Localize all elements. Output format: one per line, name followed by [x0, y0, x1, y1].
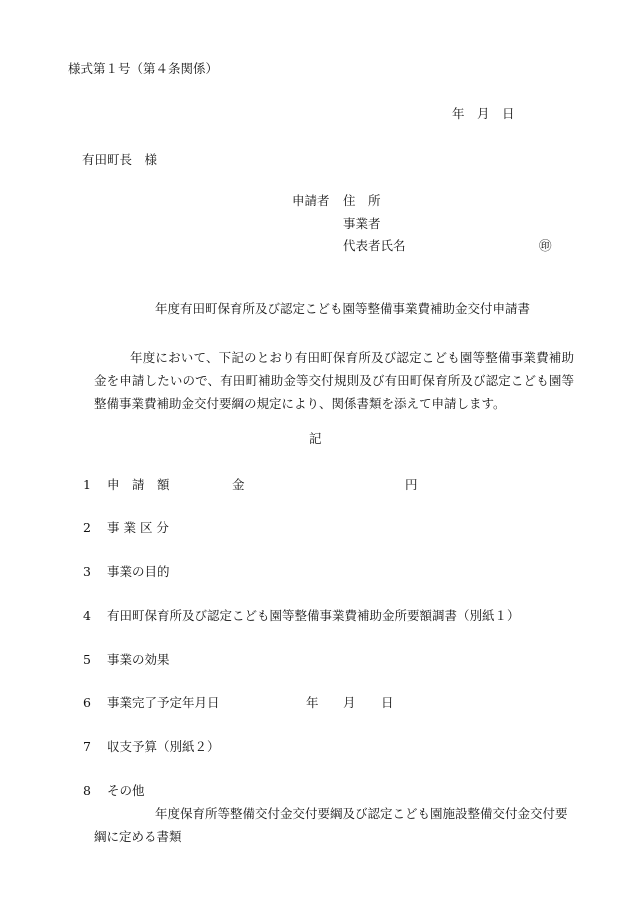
item-6-month: 月 [343, 695, 356, 710]
business-label: 事業者 [343, 216, 381, 231]
applicant-label: 申請者 [292, 193, 330, 208]
item-8-number: 8 [83, 783, 91, 798]
item-1-yen: 円 [405, 477, 418, 492]
item-6-day: 日 [381, 695, 394, 710]
item-1-kin: 金 [232, 477, 245, 492]
date-day: 日 [502, 106, 515, 121]
item-7-number: 7 [83, 739, 91, 754]
representative-label: 代表者氏名 [343, 238, 406, 253]
item-6-number: 6 [83, 695, 91, 710]
form-number: 様式第１号（第４条関係） [68, 61, 219, 76]
document-title: 年度有田町保育所及び認定こども園等整備事業費補助金交付申請書 [155, 301, 531, 316]
item-8-label: その他 [107, 783, 145, 798]
item-2-label: 事 業 区 分 [107, 520, 169, 535]
item-1-label: 申 請 額 [107, 477, 170, 492]
body-paragraph: 年度において、下記のとおり有田町保育所及び認定こども園等整備事業費補助金を申請したいので、有田町補助金等交付規則及び有田町保育所及び認定こども園等整備事業費補助金交付要綱の規定により、関係書類を添えて申請します。 [94, 350, 574, 411]
item-4-number: 4 [83, 608, 91, 623]
item-1-number: 1 [83, 477, 91, 492]
date-year: 年 [452, 106, 465, 121]
item-3-label: 事業の目的 [107, 564, 170, 579]
item-2-number: 2 [83, 520, 91, 535]
item-5-number: 5 [83, 652, 91, 667]
item-6-year: 年 [306, 695, 319, 710]
seal-mark: ㊞ [539, 238, 552, 253]
item-7-label: 収支予算（別紙２） [107, 739, 220, 754]
address-label: 住 所 [343, 193, 381, 208]
item-8-note-line2: 綱に定める書類 [94, 829, 182, 844]
ki-heading: 記 [309, 431, 322, 446]
item-6-label: 事業完了予定年月日 [107, 695, 220, 710]
item-4-label: 有田町保育所及び認定こども園等整備事業費補助金所要額調書（別紙１） [107, 608, 520, 623]
item-5-label: 事業の効果 [107, 652, 170, 667]
item-8-note-line1: 年度保育所等整備交付金交付要綱及び認定こども園施設整備交付金交付要 [155, 806, 568, 821]
item-3-number: 3 [83, 564, 91, 579]
date-month: 月 [477, 106, 490, 121]
addressee: 有田町長 様 [82, 152, 158, 167]
